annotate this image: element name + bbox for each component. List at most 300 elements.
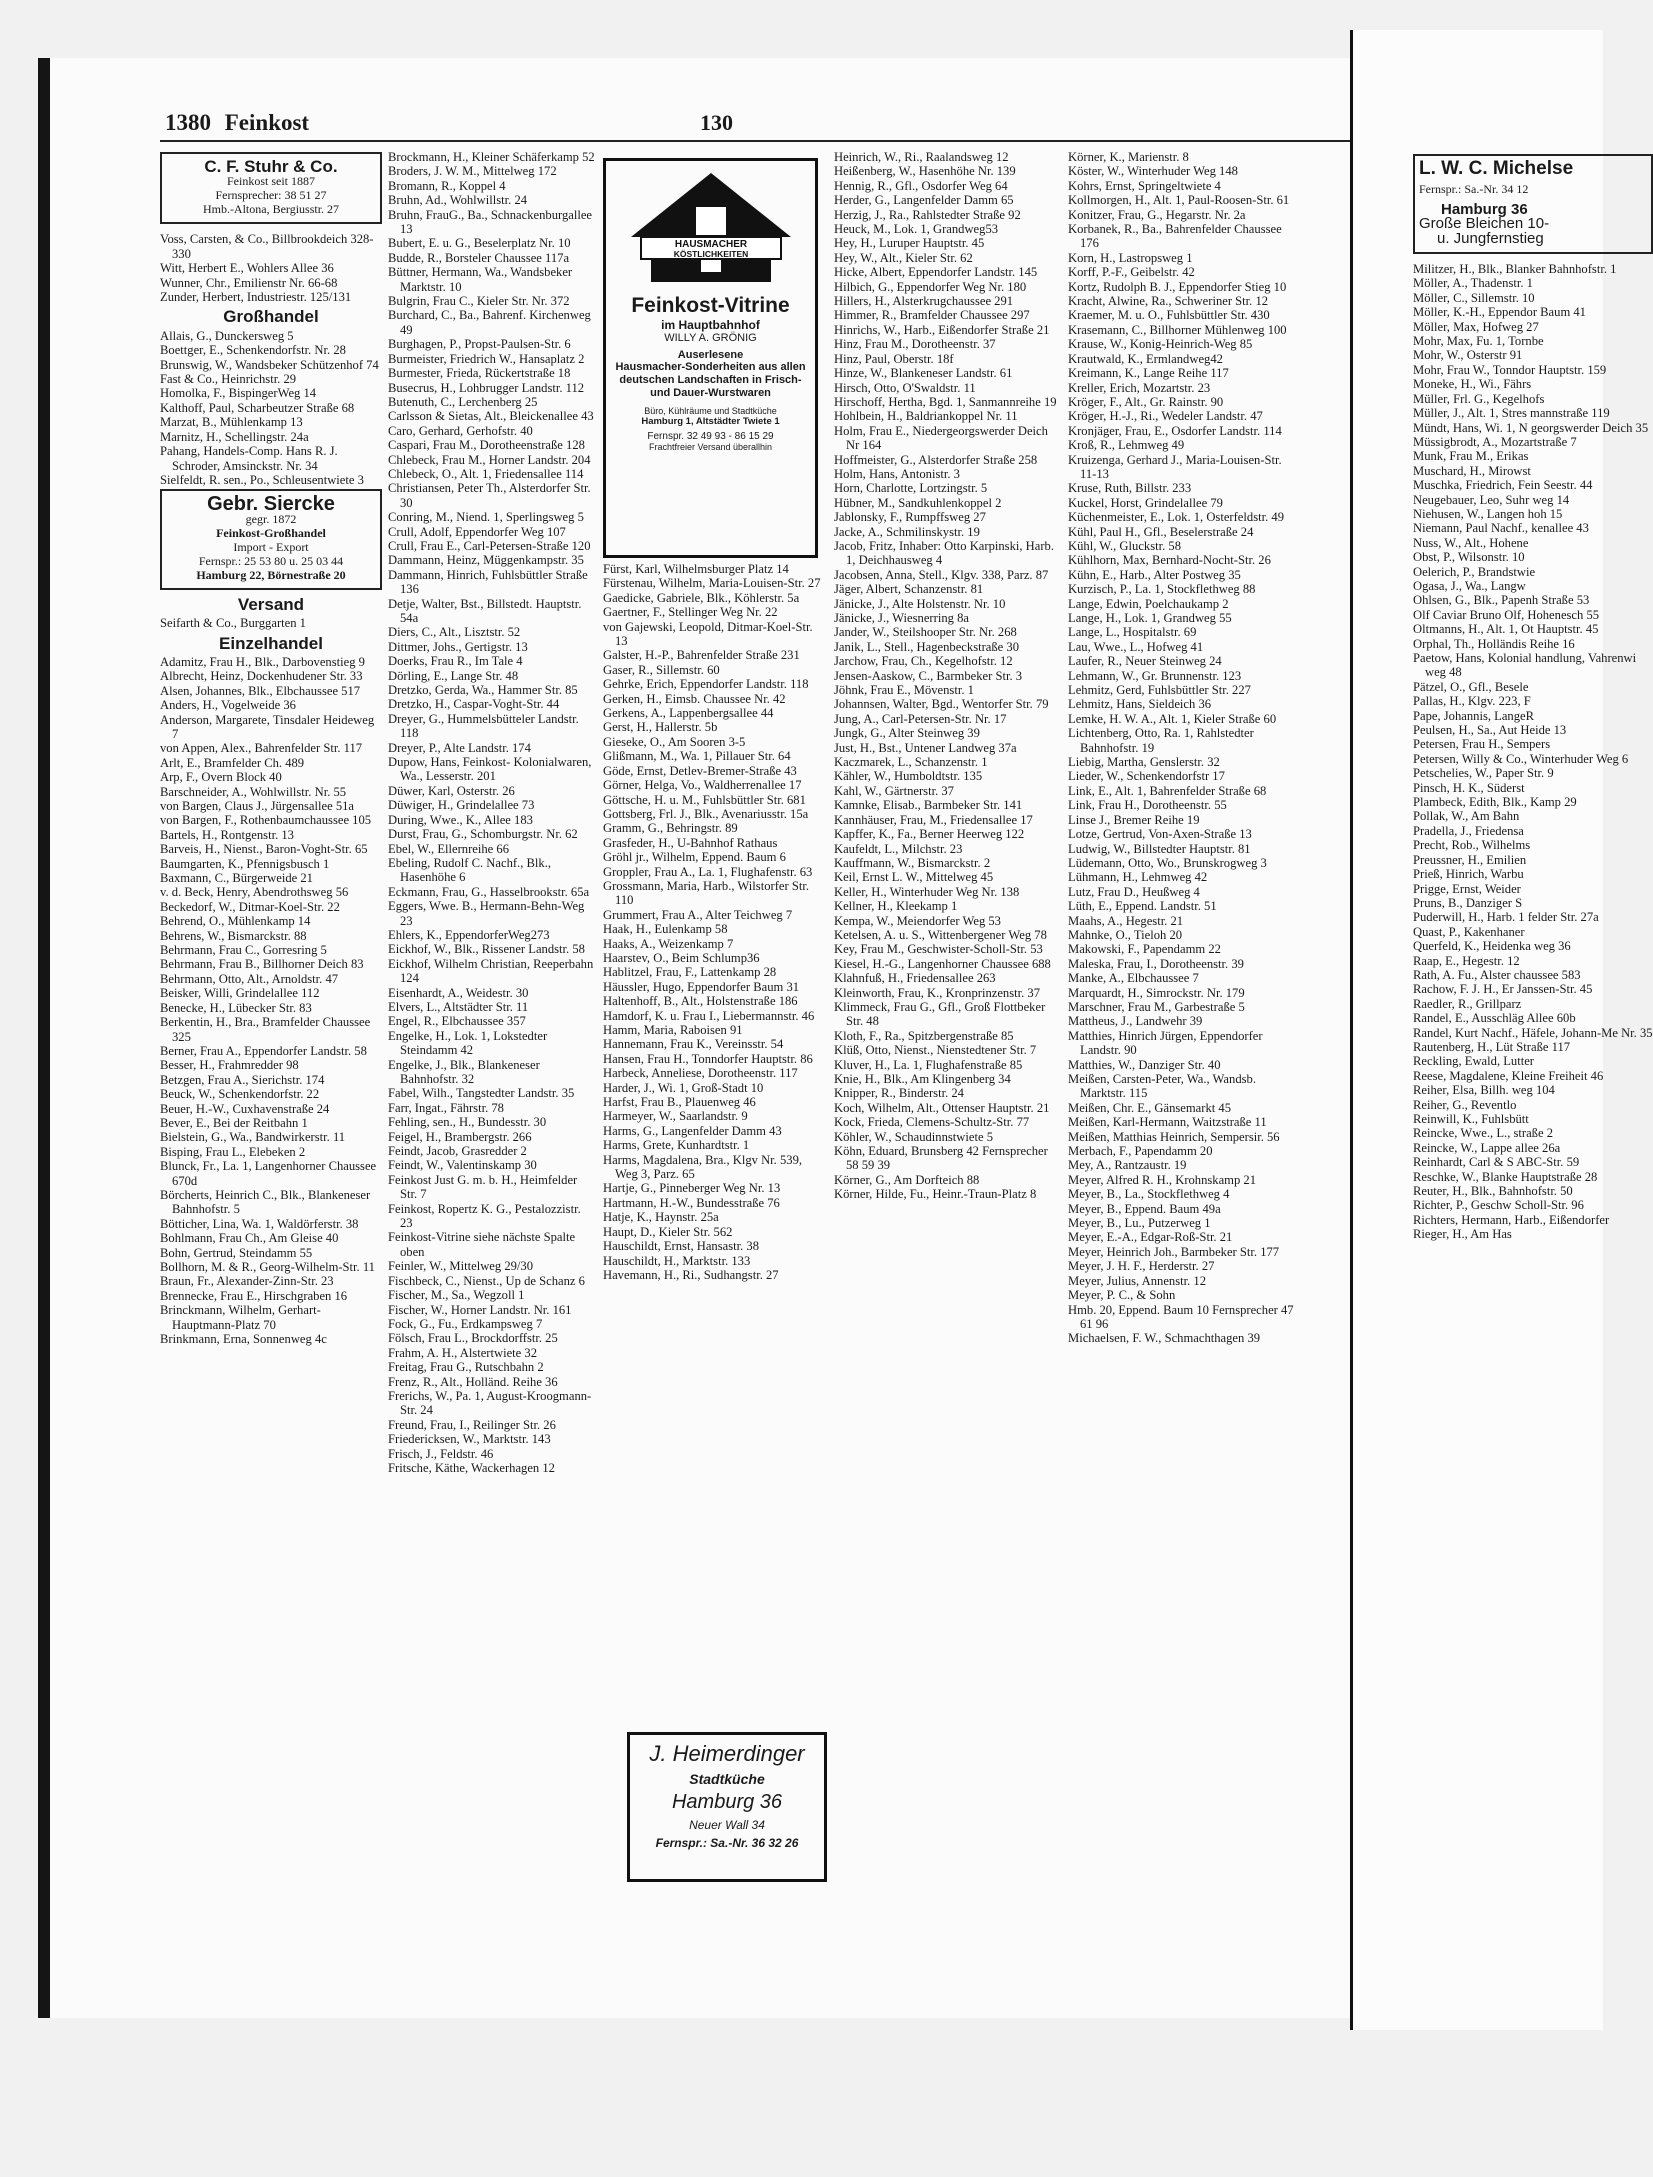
directory-entry: Gaser, R., Sillemstr. 60 [603,662,720,677]
directory-entry: Jänicke, J., Alte Holstenstr. Nr. 10 [834,596,1006,611]
directory-entry: Maleska, Frau, I., Dorotheenstr. 39 [1068,956,1244,971]
directory-entry: Burghagen, P., Propst-Paulsen-Str. 6 [388,337,571,352]
directory-entry: Plambeck, Edith, Blk., Kamp 29 [1413,795,1577,810]
directory-entry: Rieger, H., Am Has [1413,1227,1512,1242]
directory-entry: Freitag, Frau G., Rutschbahn 2 [388,1360,544,1375]
directory-entry: Häussler, Hugo, Eppendorfer Baum 31 [603,979,800,994]
directory-entry: Dreyer, P., Alte Landstr. 174 [388,740,531,755]
directory-entry: Krasemann, C., Billhorner Mühlenweg 100 [1068,322,1287,337]
directory-entry: Hartje, G., Pinneberger Weg Nr. 13 [603,1181,781,1196]
directory-entry: Büttner, Hermann, Wa., Wandsbeker Marktstr. 10 [388,265,573,294]
entries-b [160,329,382,487]
directory-entry: Olf Caviar Bruno Olf, Hohenesch 55 [1413,607,1600,622]
ad-stuhr-line: Feinkost seit 1887 [226,174,315,189]
ad-heimerdinger-city: Hamburg 36 [671,1791,783,1813]
directory-entry: Kuckel, Horst, Grindelallee 79 [1068,495,1223,510]
directory-entry: Brockmann, H., Kleiner Schäferkamp 52 [388,150,595,164]
directory-entry: Fürst, Karl, Wilhelmsburger Platz 14 [603,562,789,576]
directory-entry: Glißmann, M., Wa. 1, Pillauer Str. 64 [603,749,791,764]
directory-entry: Pape, Johannis, LangeR [1413,708,1535,723]
directory-entry: Marzat, B., Mühlenkamp 13 [160,415,303,430]
directory-entry: Kluver, H., La. 1, Flughafenstraße 85 [834,1057,1023,1072]
directory-entry: Lehmann, W., Gr. Brunnenstr. 123 [1068,668,1242,683]
directory-entry: Jacob, Fritz, Inhaber: Otto Karpinski, Harb. 1, Deichhausweg 4 [834,538,1054,568]
directory-entry: Reinhardt, Carl & S ABC-Str. 59 [1413,1155,1580,1170]
directory-entry: Kronjäger, Frau, E., Osdorfer Landstr. 114 [1068,423,1282,438]
directory-entry: Alsen, Johannes, Blk., Elbchaussee 517 [160,683,361,698]
section-versand: Versand [237,594,305,614]
directory-entry: Bollhorn, M. & R., Georg-Wilhelm-Str. 11 [160,1260,375,1274]
directory-entry: Grossmann, Maria, Harb., Wilstorfer Str. 110 [603,878,809,908]
directory-entry: Behrmann, Frau C., Gorresring 5 [160,943,327,958]
directory-entry: Hillers, H., Alsterkrugchaussee 291 [834,294,1014,309]
directory-entry: Crull, Frau E., Carl-Petersen-Straße 120 [388,538,591,553]
directory-entry: Galster, H.-P., Bahrenfelder Straße 231 [603,648,800,663]
directory-entry: Hübner, M., Sandkuhlenkoppel 2 [834,495,1002,510]
directory-entry: Moneke, H., Wi., Fährs [1413,377,1532,392]
directory-entry: Klahnfuß, H., Friedensallee 263 [834,971,996,986]
directory-entry: Dörling, E., Lange Str. 48 [388,668,519,683]
directory-entry: Sielfeldt, R. sen., Po., Schleusentwiete 3 [160,472,364,487]
directory-entry: Körner, Hilde, Fu., Heinr.-Traun-Platz 8 [834,1187,1037,1202]
directory-entry: Kröger, F., Alt., Gr. Rainstr. 90 [1068,394,1224,409]
directory-entry: Kühl, Paul H., Gfl., Beselerstraße 24 [1068,524,1254,539]
house-icon [621,167,801,287]
directory-entry: Reschke, W., Blanke Hauptstraße 28 [1413,1169,1598,1184]
directory-entry: Müssigbrodt, A., Mozartstraße 7 [1413,434,1577,449]
directory-entry: Mohr, Frau W., Tonndor Hauptstr. 159 [1413,362,1607,377]
directory-entry: Puderwill, H., Harb. 1 felder Str. 27a [1413,910,1599,925]
directory-entry: Meyer, P. C., & Sohn [1068,1288,1176,1303]
directory-entry: Brennecke, Frau E., Hirschgraben 16 [160,1288,348,1303]
directory-entry: Pätzel, O., Gfl., Besele [1413,679,1529,694]
directory-entry: Eickhof, W., Blk., Rissener Landstr. 58 [388,942,585,957]
directory-entry: Peulsen, H., Sa., Aut Heide 13 [1413,723,1567,738]
directory-entry: Oelerich, P., Brandstwie [1413,564,1536,579]
directory-entry: Mohr, Max, Fu. 1, Tornbe [1413,334,1544,349]
directory-entry: Witt, Herbert E., Wohlers Allee 36 [160,261,334,276]
directory-entry: Feindt, Jacob, Grasredder 2 [388,1144,527,1159]
directory-entry: Reincke, W., Lappe allee 26a [1413,1140,1561,1155]
directory-entry: Pahang, Handels-Comp. Hans R. J. Schroder, Amsinckstr. Nr. 34 [160,444,338,473]
directory-entry: Kleinworth, Frau, K., Kronprinzenstr. 37 [834,985,1041,1000]
directory-entry: Bartels, H., Rontgenstr. 13 [160,827,294,842]
directory-entry: Harmeyer, W., Saarlandstr. 9 [603,1109,748,1124]
directory-entry: Barveis, H., Nienst., Baron-Voght-Str. 65 [160,842,368,857]
directory-entry: Key, Frau M., Geschwister-Scholl-Str. 53 [834,942,1043,957]
directory-entry: Korn, H., Lastropsweg 1 [1068,250,1193,265]
directory-entry: Kühl, W., Gluckstr. 58 [1068,538,1181,553]
directory-entry: Ketelsen, A. u. S., Wittenbergener Weg 78 [834,927,1047,942]
directory-entry: Dreyer, G., Hummelsbütteler Landstr. 118 [388,711,579,741]
directory-entry: Benecke, H., Lübecker Str. 83 [160,1000,312,1015]
directory-entry: Marschner, Frau M., Garbestraße 5 [1068,999,1245,1014]
directory-entry: Fritsche, Käthe, Wackerhagen 12 [388,1460,555,1475]
directory-entry: Hohlbein, H., Baldriankoppel Nr. 11 [834,409,1018,424]
directory-entry: Feinkost, Ropertz K. G., Pestalozzistr. 23 [388,1201,581,1231]
directory-entry: Laufer, R., Neuer Steinweg 24 [1068,654,1222,669]
directory-entry: Engel, R., Elbchaussee 357 [388,1014,526,1029]
entries-a [160,232,382,304]
directory-entry: Voss, Carsten, & Co., Billbrookdeich 328-330 [160,232,374,261]
directory-entry: Hannemann, Frau K., Vereinsstr. 54 [603,1037,784,1052]
directory-entry: Beisker, Willi, Grindelallee 112 [160,986,320,1001]
directory-entry: Dretzko, Gerda, Wa., Hammer Str. 85 [388,683,578,698]
directory-entry: Kamnke, Elisab., Barmbeker Str. 141 [834,798,1023,813]
directory-entry: Eisenhardt, A., Weidestr. 30 [388,985,529,1000]
directory-entry: Berkentin, H., Bra., Bramfelder Chaussee 325 [160,1015,371,1044]
directory-entry: Haak, H., Eulenkamp 58 [603,922,728,937]
page-number [165,110,309,136]
directory-entry: Johannsen, Walter, Bgd., Wentorfer Str. 79 [834,697,1049,712]
directory-entry: Pallas, H., Klgv. 223, F [1413,694,1531,709]
directory-entry: Konitzer, Frau, G., Hegarstr. Nr. 2a [1068,207,1246,222]
directory-entry: Paetow, Hans, Kolonial handlung, Vahrenwi weg 48 [1413,651,1637,680]
directory-entry: Herzig, J., Ra., Rahlstedter Straße 92 [834,207,1021,222]
directory-entry: Jander, W., Steilshooper Str. Nr. 268 [834,625,1017,640]
directory-entry: Kempa, W., Meiendorfer Weg 53 [834,913,1001,928]
section-grosshandel: Großhandel [223,307,319,327]
ad-feinkost-vitrine [603,158,818,558]
directory-entry: Marnitz, H., Schellingstr. 24a [160,429,309,444]
directory-entry: Haarstev, O., Beim Schlump36 [603,950,760,965]
directory-entry: Burmester, Frieda, Rückertstraße 18 [388,366,571,381]
directory-entry: Pinsch, H. K., Süderst [1413,780,1525,795]
directory-entry: Pollak, W., Am Bahn [1413,809,1520,824]
directory-entry: Matthies, W., Danziger Str. 40 [1068,1057,1221,1072]
directory-entry: Lichtenberg, Otto, Ra. 1, Rahlstedter Bahnhofstr. 19 [1068,726,1254,755]
directory-entry: Kloth, F., Ra., Spitzbergenstraße 85 [834,1028,1014,1043]
directory-entry: Lutz, Frau D., Heußweg 4 [1068,884,1200,899]
directory-entry: Kauffmann, W., Bismarckstr. 2 [834,855,991,870]
directory-entry: Fabel, Wilh., Tangstedter Landstr. 35 [388,1086,575,1101]
directory-entry: Bruhn, Ad., Wohlwillstr. 24 [388,193,528,208]
directory-entry: Bulgrin, Frau C., Kieler Str. Nr. 372 [388,294,570,309]
directory-entry: Gehrke, Erich, Eppendorfer Landstr. 118 [603,677,809,692]
directory-entry: Knie, H., Blk., Am Klingenberg 34 [834,1072,1011,1086]
directory-entry: Behrmann, Frau B., Billhorner Deich 83 [160,957,364,972]
directory-entry: Anderson, Margarete, Tinsdaler Heideweg 7 [160,712,375,741]
column-6 [1413,154,1653,1994]
directory-entry: Munk, Frau M., Erikas [1413,449,1529,464]
directory-entry: Detje, Walter, Bst., Billstedt. Hauptstr. 54a [388,596,582,625]
directory-entry: Precht, Rob., Wilhelms [1413,838,1531,853]
ad-vitrine-line: Auserlesene [677,349,744,361]
column-3 [603,562,823,1722]
directory-entry: Brinckmann, Wilhelm, Gerhart-Hauptmann-Platz 70 [160,1303,321,1332]
directory-entry: Grasfeder, H., U-Bahnhof Rathaus [603,835,778,850]
directory-entry: Hennig, R., Gfl., Osdorfer Weg 64 [834,178,1008,193]
directory-entry: Heuck, M., Lok. 1, Grandweg53 [834,222,999,237]
directory-entry: Jung, A., Carl-Petersen-Str. Nr. 17 [834,711,1007,726]
directory-entry: Budde, R., Borsteler Chaussee 117a [388,250,570,265]
directory-entry: Meyer, B., Eppend. Baum 49a [1068,1201,1221,1216]
directory-entry: Boettger, E., Schenkendorfstr. Nr. 28 [160,343,346,358]
directory-entry: Baxmann, C., Bürgerweide 21 [160,871,313,886]
directory-entry: Mündt, Hans, Wi. 1, N georgswerder Deich 35 [1413,420,1649,435]
directory-entry: Meißen, Chr. E., Gänsemarkt 45 [1068,1100,1231,1115]
directory-entry: Bever, E., Bei der Reitbahn 1 [160,1115,308,1130]
directory-entry: Butenuth, C., Lerchenberg 25 [388,394,538,409]
directory-entry: Caspari, Frau M., Dorotheenstraße 128 [388,438,585,453]
directory-entry: Görner, Helga, Vo., Waldherrenallee 17 [603,778,802,793]
directory-entry: von Bargen, Claus J., Jürgensallee 51a [160,799,355,813]
directory-entry: Christiansen, Peter Th., Alsterdorfer Str. 30 [388,481,591,510]
directory-entry: Lange, L., Hospitalstr. 69 [1068,625,1197,640]
directory-entry: Quast, P., Kakenhaner [1413,924,1525,939]
directory-entry: Fischer, W., Horner Landstr. Nr. 161 [388,1302,572,1317]
directory-entry: Liebig, Martha, Genslerstr. 32 [1068,755,1220,770]
directory-entry: Meißen, Karl-Hermann, Waitzstraße 11 [1068,1115,1267,1130]
directory-entry: Dittmer, Johs., Gertigstr. 13 [388,639,528,654]
directory-entry: Randel, Kurt Nachf., Häfele, Johann-Me Nr. 35 [1413,1025,1653,1040]
directory-entry: Querfeld, K., Heidenka weg 36 [1413,939,1571,954]
directory-entry: Janik, L., Stell., Hagenbeckstraße 30 [834,639,1020,654]
directory-entry: Engelke, H., Lok. 1, Lokstedter Steindamm 42 [388,1028,548,1058]
directory-entry: Meyer, E.-A., Edgar-Roß-Str. 21 [1068,1230,1233,1245]
directory-entry: Kellner, H., Kleekamp 1 [834,899,958,914]
directory-entry: Lehmitz, Gerd, Fuhlsbüttler Str. 227 [1068,683,1251,698]
directory-entry: Jacobsen, Anna, Stell., Klgv. 338, Parz. 87 [834,567,1049,582]
directory-entry: Beuck, W., Schenkendorfstr. 22 [160,1087,320,1102]
directory-entry: Köster, W., Winterhuder Weg 148 [1068,164,1238,179]
directory-entry: Neugebauer, Leo, Suhr weg 14 [1413,492,1570,507]
directory-entry: Meißen, Matthias Heinrich, Sempersir. 56 [1068,1129,1280,1144]
directory-entry: Hinz, Paul, Oberstr. 18f [834,351,954,366]
directory-entry: Burchard, C., Ba., Bahrenf. Kirchenweg 49 [388,308,591,337]
directory-entry: Reiher, Elsa, Billh. weg 104 [1413,1083,1555,1098]
directory-entry: Link, Frau H., Dorotheenstr. 55 [1068,798,1227,813]
directory-entry: Klüß, Otto, Nienst., Nienstedtener Str. 7 [834,1043,1037,1058]
directory-entry: Reiher, G., Reventlo [1413,1097,1517,1112]
directory-entry: Farr, Ingat., Fährstr. 78 [388,1100,504,1115]
directory-entry: Prieß, Hinrich, Warbu [1413,867,1524,882]
directory-entry: Rath, A. Fu., Alster chaussee 583 [1413,967,1581,982]
ad-vitrine-line: Frachtfreier Versand überallhin [648,442,773,452]
directory-entry: Besser, H., Frahmredder 98 [160,1058,299,1073]
directory-entry: Conring, M., Niend. 1, Sperlingsweg 5 [388,510,584,525]
directory-entry: Küchenmeister, E., Lok. 1, Osterfeldstr. 49 [1068,510,1284,525]
directory-entry: Bohn, Gertrud, Steindamm 55 [160,1245,313,1260]
column-2 [388,150,596,1950]
directory-entry: Manke, A., Elbchaussee 7 [1068,971,1199,986]
directory-entry: Adamitz, Frau H., Blk., Darbovenstieg 9 [160,654,365,669]
directory-entry: Preussner, H., Emilien [1413,852,1527,867]
directory-entry: Börcherts, Heinrich C., Blk., Blankeneser Bahnhofstr. 5 [160,1187,371,1217]
ad-vitrine-sub: im Hauptbahnhof [661,318,760,332]
directory-entry: Hamm, Maria, Raboisen 91 [603,1023,743,1037]
directory-entry: Gerst, H., Hallerstr. 5b [603,720,718,735]
directory-entry: Kröger, H.-J., Ri., Wedeler Landstr. 47 [1068,409,1263,424]
directory-entry: Frerichs, W., Pa. 1, August-Kroogmann-Str. 24 [388,1388,592,1418]
directory-entry: Bohlmann, Frau Ch., Am Gleise 40 [160,1231,339,1246]
directory-entry: Diers, C., Alt., Lisztstr. 52 [388,625,521,640]
directory-entry: Ebeling, Rudolf C. Nachf., Blk., Hasenhöhe 6 [388,855,551,885]
directory-entry: Feigel, H., Brambergstr. 266 [388,1129,532,1144]
directory-entry: Maahs, A., Hegestr. 21 [1068,913,1184,928]
directory-entry: Kalthoff, Paul, Scharbeutzer Straße 68 [160,400,355,415]
directory-entry: Mohr, W., Osterstr 91 [1413,348,1523,363]
directory-entry: Anders, H., Vogelweide 36 [160,698,296,713]
directory-entry: Durst, Frau, G., Schomburgstr. Nr. 62 [388,827,578,842]
directory-entry: Brinkmann, Erna, Sonnenweg 4c [160,1332,327,1347]
directory-entry: Frenz, R., Alt., Holländ. Reihe 36 [388,1374,558,1389]
directory-entry: Zunder, Herbert, Industriestr. 125/131 [160,290,352,305]
directory-entry: Chlebeck, Frau M., Horner Landstr. 204 [388,452,591,467]
directory-entry: Just, H., Bst., Untener Landweg 37a [834,740,1017,755]
directory-entry: Homolka, F., BispingerWeg 14 [160,386,317,401]
directory-entry: Behrmann, Otto, Alt., Arnoldstr. 47 [160,971,339,986]
directory-entry: Bisping, Frau L., Elebeken 2 [160,1144,306,1159]
directory-entry: Engelke, J., Blk., Blankeneser Bahnhofstr. 32 [388,1057,540,1086]
ad-michelsen-city: Hamburg 36 [1441,200,1528,218]
ad-vitrine-line: Fernspr. 32 49 93 - 86 15 29 [647,431,774,442]
directory-entry: Gaedicke, Gabriele, Blk., Köhlerstr. 5a [603,590,800,605]
directory-entry: Orphal, Th., Holländis Reihe 16 [1413,636,1575,651]
directory-entry: Doerks, Frau R., Im Tale 4 [388,654,523,669]
directory-entry: Niehusen, W., Langen hoh 15 [1413,506,1563,521]
directory-entry: Korff, P.-F., Geibelstr. 42 [1068,265,1195,280]
directory-entry: Kortz, Rudolph B. J., Eppendorfer Stieg 10 [1068,279,1287,294]
directory-entry: Dretzko, H., Caspar-Voght-Str. 44 [388,697,560,712]
directory-entry: Jacke, A., Schmilinskystr. 19 [834,524,980,539]
directory-entry: Harms, Magdalena, Bra., Klgv Nr. 539, Weg 3, Parz. 65 [603,1152,803,1182]
section-einzelhandel: Einzelhandel [219,633,323,653]
directory-entry: Bromann, R., Koppel 4 [388,178,506,193]
directory-entry: Lange, H., Lok. 1, Grandweg 55 [1068,611,1232,625]
directory-entry: Kollmorgen, H., Alt. 1, Paul-Roosen-Str. 61 [1068,193,1290,208]
directory-entry: Hinze, W., Blankeneser Landstr. 61 [834,366,1013,381]
directory-entry: Fehling, sen., H., Bundesstr. 30 [388,1115,547,1130]
directory-entry: Link, E., Alt. 1, Bahrenfelder Straße 68 [1068,783,1267,798]
directory-entry: Möller, A., Thadenstr. 1 [1413,276,1533,291]
directory-entry: Meyer, B., Lu., Putzerweg 1 [1068,1216,1211,1231]
ad-heimerdinger-name: J. Heimerdinger [649,1741,805,1766]
directory-entry: Reckling, Ewald, Lutter [1413,1054,1535,1069]
directory-entry: Kruse, Ruth, Billstr. 233 [1068,481,1192,496]
ad-heimerdinger-phone: Fernspr.: Sa.-Nr. 36 32 26 [655,1836,799,1850]
directory-entry: Hey, W., Alt., Kieler Str. 62 [834,250,973,265]
directory-entry: Möller, K.-H., Eppendor Baum 41 [1413,305,1586,320]
directory-entry: Makowski, F., Papendamm 22 [1068,942,1221,957]
sign-line2: KÖSTLICHKEITEN [673,249,748,259]
directory-entry: Allais, G., Dunckersweg 5 [160,328,294,343]
directory-entry: Bubert, E. u. G., Beselerplatz Nr. 10 [388,236,571,251]
directory-entry: Matthies, Hinrich Jürgen, Eppendorfer Landstr. 90 [1068,1028,1263,1058]
directory-entry: Bötticher, Lina, Wa. 1, Waldörferstr. 38 [160,1216,359,1231]
directory-entry: Burmeister, Friedrich W., Hansaplatz 2 [388,351,585,366]
directory-entry: Fölsch, Frau L., Brockdorffstr. 25 [388,1331,558,1346]
directory-entry: Feindt, W., Valentinskamp 30 [388,1158,537,1173]
directory-entry: Jöhnk, Frau E., Mövenstr. 1 [834,683,974,698]
directory-entry: Beuer, H.-W., Cuxhavenstraße 24 [160,1101,330,1116]
directory-entry: Lemke, H. W. A., Alt. 1, Kieler Straße 60 [1068,711,1277,726]
ad-siercke-line: Hamburg 22, Börnestraße 20 [196,567,346,582]
directory-entry: Hauschildt, Ernst, Hansastr. 38 [603,1239,760,1254]
directory-entry: Richter, P., Geschw Scholl-Str. 96 [1413,1198,1584,1213]
directory-entry: Richters, Hermann, Harb., Eißendorfer [1413,1212,1610,1227]
directory-entry: Ogasa, J., Wa., Langw [1413,578,1526,593]
directory-entry: Behrens, W., Bismarckstr. 88 [160,928,307,943]
directory-entry: Mey, A., Rantzaustr. 19 [1068,1158,1187,1173]
ad-stuhr [160,152,382,224]
directory-entry: Nuss, W., Alt., Hohene [1413,535,1529,550]
directory-entry: Berner, Frau A., Eppendorfer Landstr. 58 [160,1043,367,1058]
directory-entry: Michaelsen, F. W., Schmachthagen 39 [1068,1331,1261,1346]
directory-entry: Militzer, H., Blk., Blanker Bahnhofstr. 1 [1413,262,1617,277]
directory-entry: Kreller, Erich, Mozartstr. 23 [1068,380,1211,395]
ad-siercke-name: Gebr. Siercke [207,493,335,516]
directory-entry: Kähler, W., Humboldtstr. 135 [834,769,983,784]
directory-entry: Meyer, J. H. F., Herderstr. 27 [1068,1259,1215,1274]
directory-entry: Blunck, Fr., La. 1, Langenhorner Chaussee 670d [160,1159,377,1188]
directory-entry: Beckedorf, W., Ditmar-Koel-Str. 22 [160,899,340,914]
directory-entry: Niemann, Paul Nachf., kenallee 43 [1413,521,1589,536]
directory-entry: Düwiger, H., Grindelallee 73 [388,798,535,813]
directory-entry: Obst, P., Wilsonstr. 10 [1413,550,1525,565]
ad-michelsen-name: L. W. C. Michelse [1419,158,1574,179]
directory-entry: Groppler, Frau A., La. 1, Flughafenstr. 63 [603,864,813,879]
directory-entry: Keil, Ernst L. W., Mittelweg 45 [834,870,994,885]
ad-vitrine-line: Büro, Kühlräume und Stadtküche [644,406,777,416]
directory-entry: Friedericksen, W., Marktstr. 143 [388,1432,551,1447]
directory-entry: Haaks, A., Weizenkamp 7 [603,936,734,951]
directory-entry: Braun, Fr., Alexander-Zinn-Str. 23 [160,1274,334,1289]
ad-vitrine-line: Hamburg 1, Altstädter Twiete 1 [641,416,780,427]
directory-entry: Petersen, Frau H., Sempers [1413,737,1551,752]
ad-siercke-line: gegr. 1872 [245,511,297,526]
directory-entry: Lau, Wwe., L., Hofweg 41 [1068,639,1204,654]
directory-entry: Kannhäuser, Frau, M., Friedensallee 17 [834,812,1033,827]
directory-entry: Korbanek, R., Ba., Bahrenfelder Chaussee 176 [1068,222,1282,251]
entries-col6 [1413,262,1653,1242]
directory-entry: Köhler, W., Schaudinnstwiete 5 [834,1129,993,1144]
directory-entry: Freund, Frau, I., Reilinger Str. 26 [388,1417,556,1432]
directory-entry: Gerkens, A., Lappenbergsallee 44 [603,706,774,721]
directory-entry: Lotze, Gertrud, Von-Axen-Straße 13 [1068,827,1252,842]
column-1 [160,150,382,1950]
directory-entry: Herder, G., Langenfelder Damm 65 [834,193,1014,208]
directory-entry: Göttsche, H. u. M., Fuhlsbüttler Str. 681 [603,792,806,807]
directory-entry: Eckmann, Frau, G., Hasselbrookstr. 65a [388,884,590,899]
directory-entry: Barschneider, A., Wohlwillstr. Nr. 55 [160,784,347,799]
entries-d [160,655,382,1347]
section-title: Feinkost [224,110,310,135]
ad-vitrine-line: Hausmacher-Sonderheiten aus allen deutschen Landschaften in Frisch- und Dauer-Wurstwaren [615,361,806,399]
directory-entry: Körner, K., Marienstr. 8 [1068,150,1189,164]
directory-entry: Krause, W., Konig-Heinrich-Weg 85 [1068,337,1253,352]
entries-c [160,616,382,630]
directory-entry: Fischbeck, C., Nienst., Up de Schanz 6 [388,1273,585,1288]
directory-entry: Hirschoff, Hertha, Bgd. 1, Sanmannreihe 19 [834,394,1057,409]
facing-page [1350,30,1653,2030]
directory-entry: Kiesel, H.-G., Langenhorner Chaussee 688 [834,956,1051,971]
directory-entry: Fürstenau, Wilhelm, Maria-Louisen-Str. 27 [603,576,821,591]
directory-entry: Lieder, W., Schenkendorfstr 17 [1068,769,1225,784]
column-4 [834,150,1062,1950]
ad-siercke-line: Feinkost-Großhandel [216,525,326,540]
ad-heimerdinger-street: Neuer Wall 34 [689,1818,765,1832]
directory-entry: Hey, H., Luruper Hauptstr. 45 [834,236,985,251]
directory-entry: Hatje, K., Haynstr. 25a [603,1210,719,1225]
directory-entry: Fock, G., Fu., Erdkampsweg 7 [388,1316,543,1331]
ad-siercke-line: Fernspr.: 25 53 80 u. 25 03 44 [198,553,344,568]
directory-entry: Kraemer, M. u. O., Fuhlsbüttler Str. 430 [1068,308,1270,323]
directory-entry: Petschelies, W., Paper Str. 9 [1413,766,1554,781]
directory-entry: Hansen, Frau H., Tonndorfer Hauptstr. 86 [603,1051,813,1066]
directory-entry: Reincke, Wwe., L., straße 2 [1413,1126,1554,1141]
directory-entry: Chlebeck, O., Alt. 1, Friedensallee 114 [388,466,584,481]
